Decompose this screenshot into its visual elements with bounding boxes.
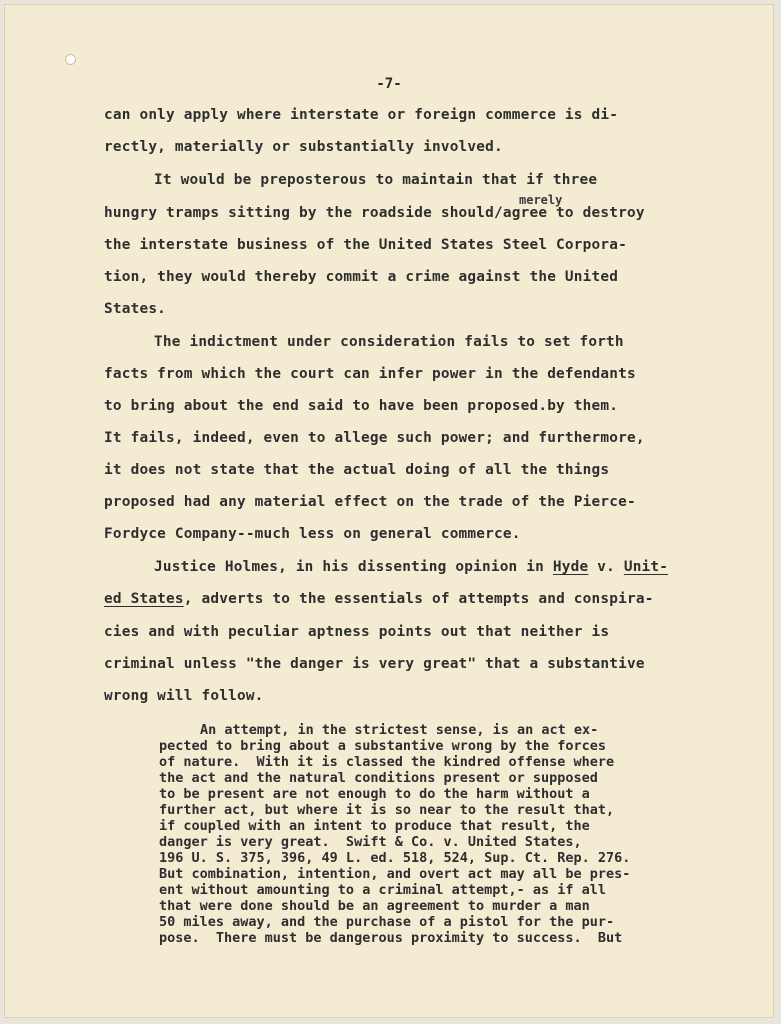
quote-line: But combination, intention, and overt act may all be pres-: [159, 866, 631, 882]
para3-line-5: it does not state that the actual doing of all the things: [104, 462, 610, 478]
quote-line: pected to bring about a substantive wrong by the forces: [159, 738, 607, 754]
quote-line: pose. There must be dangerous proximity to success. But: [159, 930, 623, 946]
page-number: -7-: [376, 76, 402, 92]
para2-line-2: hungry tramps sitting by the roadside should/agree to destroy: [104, 205, 645, 221]
para3-line-1: The indictment under consideration fails to set forth: [154, 334, 624, 350]
para4-line-3: cies and with peculiar aptness points out that neither is: [104, 624, 610, 640]
para3-line-2: facts from which the court can infer power in the defendants: [104, 366, 636, 382]
quote-line: 50 miles away, and the purchase of a pistol for the pur-: [159, 914, 615, 930]
para3-line-7: Fordyce Company--much less on general commerce.: [104, 526, 521, 542]
para4-line-4: criminal unless "the danger is very great" that a substantive: [104, 656, 645, 672]
para2-line-3: the interstate business of the United States Steel Corpora-: [104, 237, 627, 253]
para1-line-2: rectly, materially or substantially involved.: [104, 139, 503, 155]
quote-line: danger is very great. Swift & Co. v. United States,: [159, 834, 582, 850]
para2-line-5: States.: [104, 301, 167, 317]
case-name-unit: Unit-: [623, 559, 669, 575]
para2-line-4: tion, they would thereby commit a crime against the United: [104, 269, 619, 285]
quote-line: the act and the natural conditions present or supposed: [159, 770, 598, 786]
quote-line: An attempt, in the strictest sense, is an act ex-: [200, 722, 599, 738]
para4-line-5: wrong will follow.: [104, 688, 264, 704]
quote-line: of nature. With it is classed the kindred offense where: [159, 754, 615, 770]
document-page: [4, 4, 774, 1018]
quote-line: ent without amounting to a criminal attempt,- as if all: [159, 882, 607, 898]
para2-line-1: It would be preposterous to maintain that if three: [154, 172, 598, 188]
para4-line-1: [154, 559, 668, 575]
quote-line: if coupled with an intent to produce that result, the: [159, 818, 590, 834]
para3-line-3: to bring about the end said to have been proposed.by them.: [104, 398, 619, 414]
para3-line-6: proposed had any material effect on the trade of the Pierce-: [104, 494, 636, 510]
para4-line-2: [104, 591, 654, 607]
para4-line-2-text: , adverts to the essentials of attempts and conspira-: [183, 591, 654, 607]
quote-line: further act, but where it is so near to the result that,: [159, 802, 615, 818]
handwritten-insert: merely: [519, 193, 563, 207]
case-name-hyde: Hyde: [552, 559, 589, 575]
case-name-ed-states: ed States: [104, 591, 184, 607]
para1-line-1: can only apply where interstate or foreign commerce is di-: [104, 107, 619, 123]
para3-line-4: It fails, indeed, even to allege such power; and furthermore,: [104, 430, 645, 446]
punch-hole: [65, 54, 76, 65]
quote-line: to be present are not enough to do the harm without a: [159, 786, 590, 802]
quote-line: 196 U. S. 375, 396, 49 L. ed. 518, 524, Sup. Ct. Rep. 276.: [159, 850, 631, 866]
quote-line: that were done should be an agreement to murder a man: [159, 898, 590, 914]
para4-line-1-text: Justice Holmes, in his dissenting opinion in: [154, 559, 553, 575]
para4-line-1-v: v.: [588, 559, 624, 575]
